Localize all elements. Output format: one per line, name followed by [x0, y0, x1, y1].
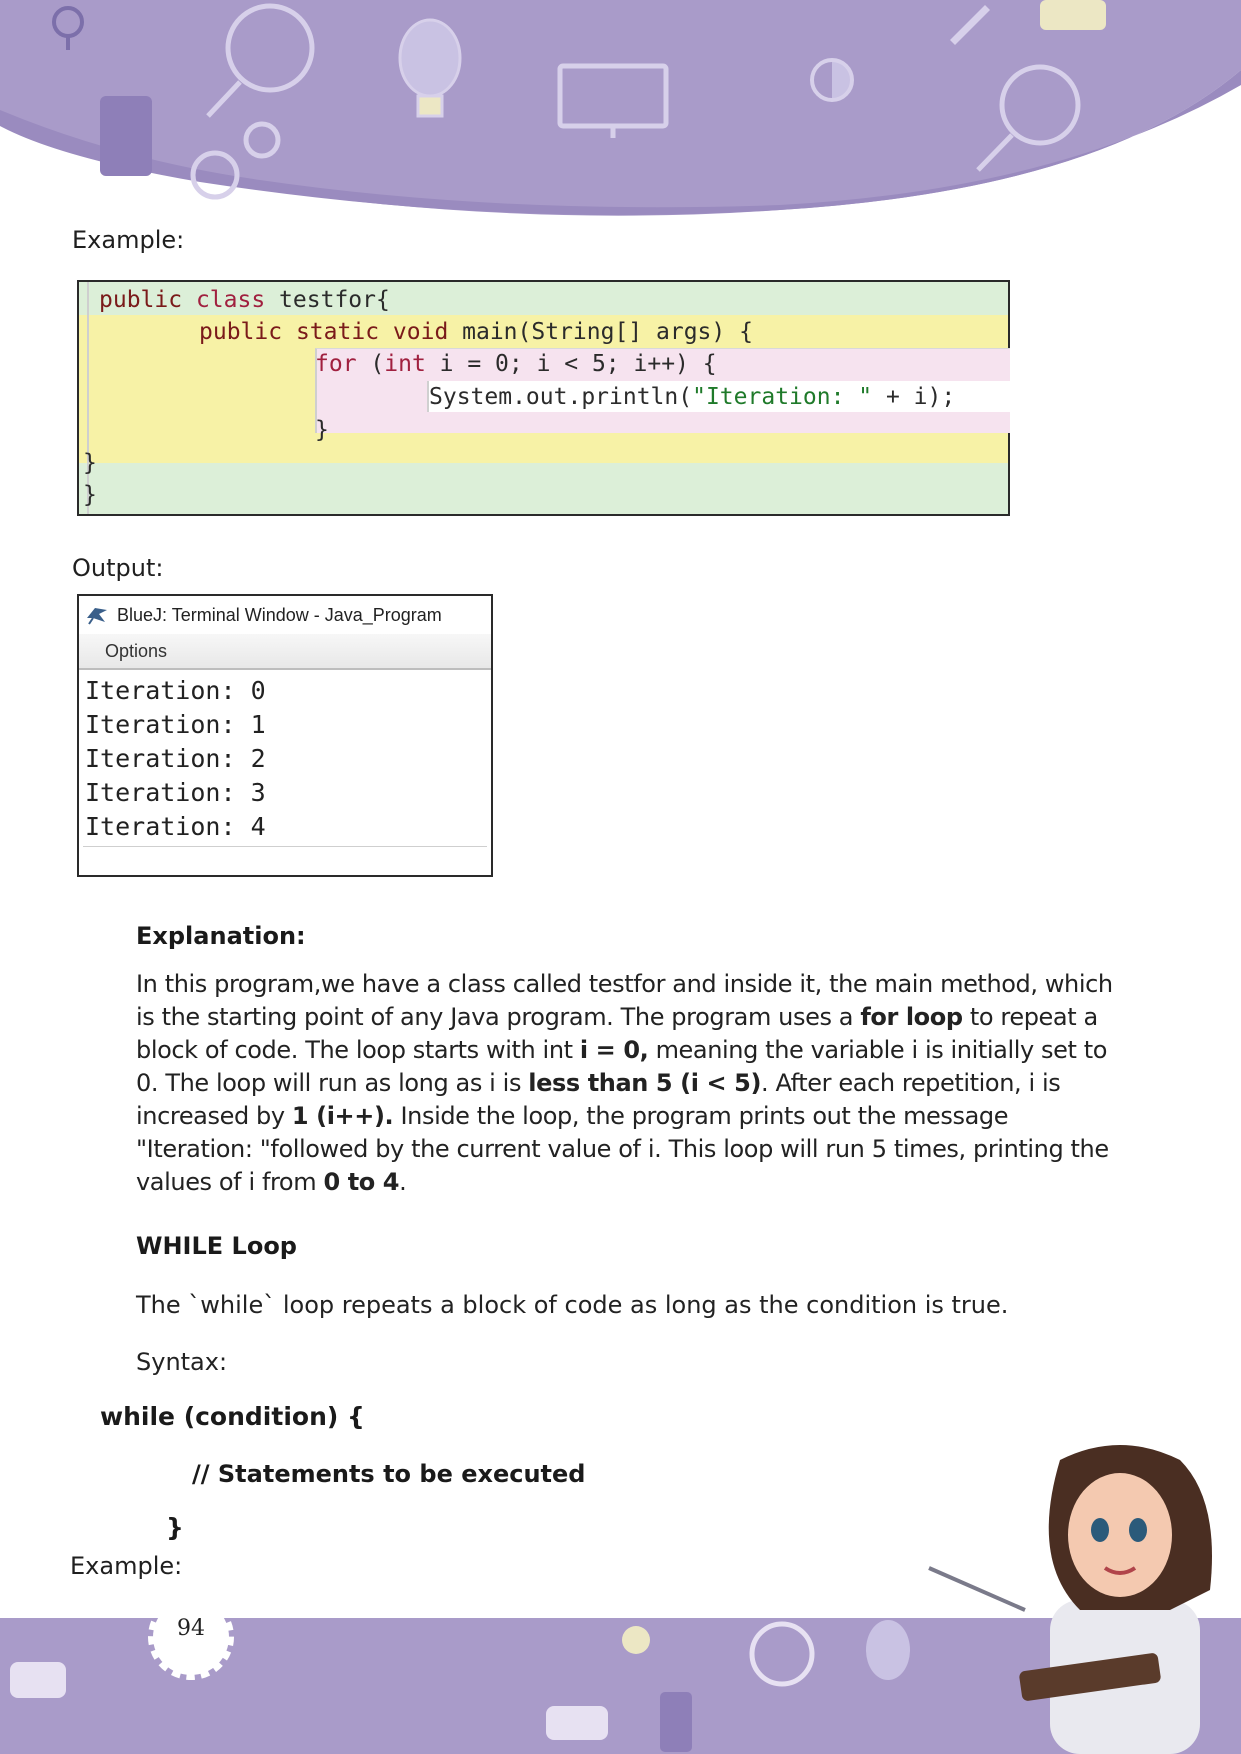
- terminal-menubar: [79, 634, 491, 670]
- options-menu[interactable]: Options: [105, 641, 168, 661]
- code-listing: [77, 280, 1010, 516]
- phone-chain-icon: [660, 1692, 692, 1752]
- code-line-7: }: [83, 482, 97, 508]
- example-label-bottom: Example:: [70, 1552, 183, 1580]
- terminal-output-line: Iteration: 3: [85, 778, 266, 807]
- terminal-titlebar: [79, 596, 491, 634]
- code-line-3: for (int i = 0; i < 5; i++) {: [315, 351, 717, 377]
- code-line-4: System.out.println("Iteration: " + i);: [429, 384, 956, 410]
- pen-icon: [925, 1560, 1035, 1620]
- code-line-2: public static void main(String[] args) {: [199, 319, 753, 345]
- map-pin-icon: [622, 1626, 650, 1654]
- code-line-6: }: [83, 450, 97, 476]
- while-loop-description: The `while` loop repeats a block of code as long as the condition is true.: [136, 1291, 1009, 1319]
- syntax-line-close-brace: }: [166, 1513, 184, 1542]
- explanation-heading: Explanation:: [136, 922, 306, 950]
- chat-bubble-icon: [10, 1662, 66, 1698]
- terminal-output-line: Iteration: 4: [85, 812, 266, 841]
- code-line-1: public class testfor{: [99, 287, 390, 313]
- terminal-output-line: Iteration: 1: [85, 710, 266, 739]
- chat-bubble-icon: [1040, 0, 1106, 30]
- terminal-output-line: Iteration: 0: [85, 676, 266, 705]
- chat-bubble-icon-2: [546, 1706, 608, 1740]
- syntax-line-comment: // Statements to be executed: [192, 1460, 586, 1488]
- terminal-output-line: Iteration: 2: [85, 744, 266, 773]
- code-line-5: }: [315, 417, 329, 443]
- while-loop-heading: WHILE Loop: [136, 1232, 297, 1260]
- syntax-line-while: while (condition) {: [100, 1402, 365, 1431]
- example-label: Example:: [72, 226, 185, 254]
- page-number: 94: [177, 1616, 205, 1641]
- phone-chain-icon: [100, 96, 152, 176]
- lightbulb-icon: [866, 1620, 910, 1680]
- output-label: Output:: [72, 554, 164, 582]
- teacher-head-illustration: [1020, 1440, 1235, 1610]
- header-decoration: [0, 0, 1241, 230]
- terminal-title: BlueJ: Terminal Window - Java_Program: [117, 605, 442, 625]
- syntax-label: Syntax:: [136, 1348, 228, 1376]
- bluej-bird-icon: [85, 604, 109, 626]
- terminal-window: [77, 594, 493, 877]
- explanation-paragraph: In this program,we have a class called testfor and inside it, the main method, which is the starting point of any Java program. The program uses a for loop to repeat a block of code. The loop starts with int i = 0, meaning the variable i is initially set to 0. The loop will run as long as i is less than 5 (i < 5). After each repetition, i is increased by 1 (i++). Inside the loop, the program prints out the message "Iteration: "followed by the current value of i. This loop will run 5 times, printing the values of i from 0 to 4.: [136, 970, 1113, 1196]
